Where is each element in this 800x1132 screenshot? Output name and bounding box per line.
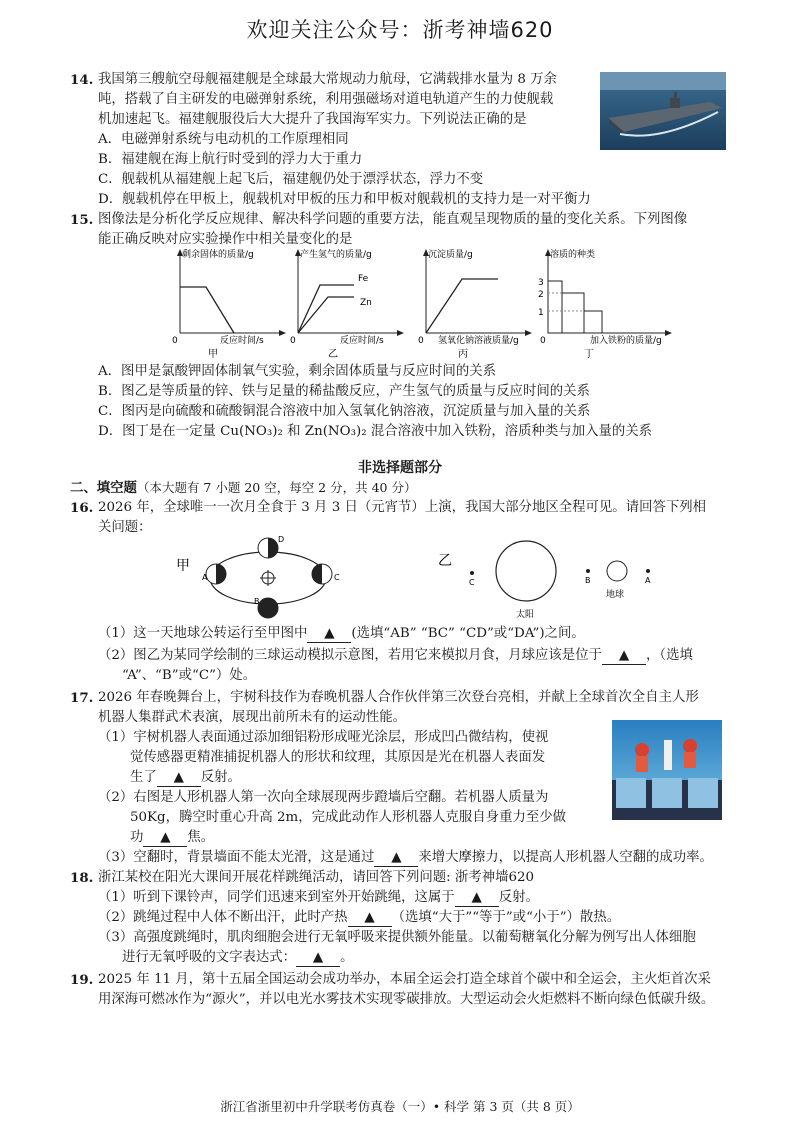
q18-blank-1[interactable]: ▲ — [455, 890, 499, 907]
graph-ding-tick-3: 3 — [538, 278, 544, 288]
fig-yi-earth: 地球 — [606, 590, 625, 600]
robot-backflip-photo — [612, 720, 722, 820]
graph-bing-ylabel: 沉淀质量/g — [428, 250, 473, 260]
q16-text-1: 2026 年，全球唯一一次月全食于 3 月 3 日（元宵节）上演，我国大部分地区全程可见。请回答下列相 — [98, 500, 707, 515]
q15-text-1: 图像法是分析化学反应规律、解决科学问题的重要方法，能直观呈现物质的量的变化关系。下列图像 — [98, 212, 688, 227]
q17-sub3: （3）空翻时，背景墙面不能太光滑，这是通过 ▲ 来增大摩擦力，以提高人形机器人空翻的成功率。 — [98, 850, 713, 865]
graph-yi-origin: 0 — [290, 336, 296, 346]
q15-number: 15. — [70, 212, 94, 228]
graph-jia-name: 甲 — [208, 349, 218, 360]
q14-text-3: 机加速起飞。福建舰服役后大大提升了我国海军实力。下列说法正确的是 — [98, 112, 527, 127]
q17-number: 17. — [70, 690, 94, 706]
q17-blank-3[interactable]: ▲ — [374, 850, 418, 867]
q14-text-1: 我国第三艘航空母舰福建舰是全球最大常规动力航母，它满载排水量为 8 万余 — [98, 72, 557, 87]
q19-text-1: 2025 年 11 月，第十五届全国运动会成功举办，本届全运会打造全球首个碳中和全运会，主火炬首次采 — [98, 972, 711, 987]
graph-ding-ylabel: 溶质的种类 — [550, 250, 596, 260]
page-header: 欢迎关注公众号：浙考神墙620 — [246, 18, 554, 42]
q16-sub1: （1）这一天地球公转运行至甲图中 ▲ (选填“AB” “BC” “CD”或“DA”)之间。 — [98, 626, 585, 641]
q18-blank-2[interactable]: ▲ — [348, 910, 392, 927]
q18-text: 浙江某校在阳光大课间开展花样跳绳活动，请回答下列问题: 浙考神墙620 — [98, 870, 535, 885]
q17-sub1-line1: （1）宇树机器人表面通过添加细铝粉形成哑光涂层，形成凹凸微结构，使视 — [98, 730, 549, 745]
graph-ding-name: 丁 — [584, 349, 594, 360]
q17-blank-1[interactable]: ▲ — [157, 770, 201, 787]
fig-yi-c: C — [469, 578, 475, 587]
q18-sub1: （1）听到下课铃声，同学们迅速来到室外开始跳绳，这属于 ▲ 反射。 — [98, 890, 539, 905]
q14-number: 14. — [70, 72, 94, 88]
q17-text-2: 机器人集群武术表演，展现出前所未有的运动性能。 — [98, 710, 406, 725]
q14-option-a: A．电磁弹射系统与电动机的工作原理相同 — [98, 132, 349, 147]
aircraft-carrier-photo — [600, 72, 726, 150]
graph-yi-fe-line — [298, 285, 354, 333]
section-title: 非选择题部分 — [358, 460, 442, 476]
fig-jia-a: A — [202, 573, 208, 582]
q17-sub1-line3: 生了 ▲ 反射。 — [130, 770, 241, 785]
q15-text-2: 能正确反映对应实验操作中相关量变化的是 — [98, 232, 353, 247]
fig-yi-a: A — [645, 576, 651, 585]
graph-ding-xlabel: 加入铁粉的质量/g — [590, 336, 662, 346]
fig-jia-d: D — [278, 535, 285, 544]
fig-yi-b: B — [585, 576, 591, 585]
q16-number: 16. — [70, 500, 94, 516]
graph-yi-ylabel: 产生氢气的质量/g — [300, 250, 372, 260]
q15-option-b: B．图乙是等质量的锌、铁与足量的稀盐酸反应，产生氢气的质量与反应时间的关系 — [98, 384, 590, 399]
graph-yi-fe-label: Fe — [358, 274, 369, 284]
fig-jia-c: C — [334, 573, 340, 582]
graph-yi-name: 乙 — [328, 349, 338, 360]
fig-jia-b: B — [254, 597, 260, 606]
fig-yi-label: 乙 — [438, 553, 452, 569]
q16-sub2: （2）图乙为某同学绘制的三球运动模拟示意图，若用它来模拟月食，月球应该是位于 ▲ ，（选填 — [98, 648, 693, 663]
part2-heading: 二、填空题（本大题有 7 小题 20 空，每空 2 分，共 40 分） — [70, 480, 417, 496]
graph-yi — [268, 245, 408, 360]
q16-text-2: 关问题： — [98, 520, 152, 535]
graph-bing-name: 丙 — [458, 349, 468, 360]
q17-sub2-line3: 功 ▲ 焦。 — [130, 830, 215, 845]
graph-ding — [520, 245, 680, 360]
graph-ding-tick-2: 2 — [538, 290, 544, 300]
q18-number: 18. — [70, 870, 94, 886]
graph-yi-zn-label: Zn — [360, 298, 372, 308]
earth-orbit-figure — [170, 530, 350, 630]
q18-sub2: （2）跳绳过程中人体不断出汗，此时产热 ▲ （选填“大于”“等于”或“小于”）散热。 — [98, 910, 621, 925]
graph-bing-origin: 0 — [418, 336, 424, 346]
graph-jia-xlabel: 反应时间/s — [220, 336, 264, 346]
q16-blank-2[interactable]: ▲ — [602, 648, 646, 665]
graph-bing-xlabel: 氢氧化钠溶液质量/g — [438, 336, 519, 346]
fig-jia-label: 甲 — [176, 558, 190, 574]
q18-blank-3[interactable]: ▲ — [296, 950, 340, 967]
q17-blank-2[interactable]: ▲ — [143, 830, 187, 847]
q19-number: 19. — [70, 972, 94, 988]
q15-option-c: C．图丙是向硫酸和硫酸铜混合溶液中加入氢氧化钠溶液，沉淀质量与加入量的关系 — [98, 404, 591, 419]
q18-sub3-line1: （3）高强度跳绳时，肌肉细胞会进行无氧呼吸来提供额外能量。以葡萄糖氧化分解为例写出人体细胞 — [98, 930, 696, 945]
q17-sub1-line2: 觉传感器更精准捕捉机器人的形状和纹理，其原因是光在机器人表面发 — [130, 750, 546, 765]
q15-option-a: A．图甲是氯酸钾固体制氧气实验，剩余固体质量与反应时间的关系 — [98, 364, 496, 379]
graph-jia-ylabel: 剩余固体的质量/g — [182, 250, 254, 260]
q14-option-b: B．福建舰在海上航行时受到的浮力大于重力 — [98, 152, 363, 167]
sun-earth-moon-figure — [430, 535, 700, 625]
fig-yi-sun: 太阳 — [516, 610, 535, 620]
q17-sub2-line2: 50Kg，腾空时重心升高 2m，完成此动作人形机器人克服自身重力至少做 — [130, 810, 567, 825]
q18-sub3-line2: 进行无氧呼吸的文字表达式： ▲ 。 — [122, 950, 354, 965]
graph-yi-xlabel: 反应时间/s — [340, 336, 384, 346]
q17-sub2-line1: （2）右图是人形机器人第一次向全球展现两步蹬墙后空翻。若机器人质量为 — [98, 790, 549, 805]
q14-option-c: C．舰载机从福建舰上起飞后，福建舰仍处于漂浮状态，浮力不变 — [98, 172, 484, 187]
q16-blank-1[interactable]: ▲ — [307, 626, 351, 643]
q15-option-d: D．图丁是在一定量 Cu(NO₃)₂ 和 Zn(NO₃)₂ 混合溶液中加入铁粉，溶质种类与加入量的关系 — [98, 424, 653, 439]
page-footer: 浙江省浙里初中升学联考仿真卷（一）• 科学 第 3 页（共 8 页） — [220, 1099, 580, 1114]
q14-option-d: D．舰载机停在甲板上，舰载机对甲板的压力和甲板对舰载机的支持力是一对平衡力 — [98, 192, 591, 207]
q19-text-2: 用深海可燃冰作为“源火”，并以电光水雾技术实现零碳排放。大型运动会火炬燃料不断向绿色低碳升级。 — [98, 992, 715, 1007]
graph-jia-origin: 0 — [172, 336, 178, 346]
graph-ding-tick-1: 1 — [538, 308, 544, 318]
q16-sub2-line2: “A”、“B”或“C”）处。 — [122, 668, 257, 683]
q17-text-1: 2026 年春晚舞台上，宇树科技作为春晚机器人合作伙伴第三次登台亮相，并献上全球首次全自主人形 — [98, 690, 699, 705]
q14-text-2: 吨，搭载了自主研发的电磁弹射系统，利用强磁场对道电轨道产生的力使舰载 — [98, 92, 554, 107]
graph-ding-origin: 0 — [540, 336, 546, 346]
